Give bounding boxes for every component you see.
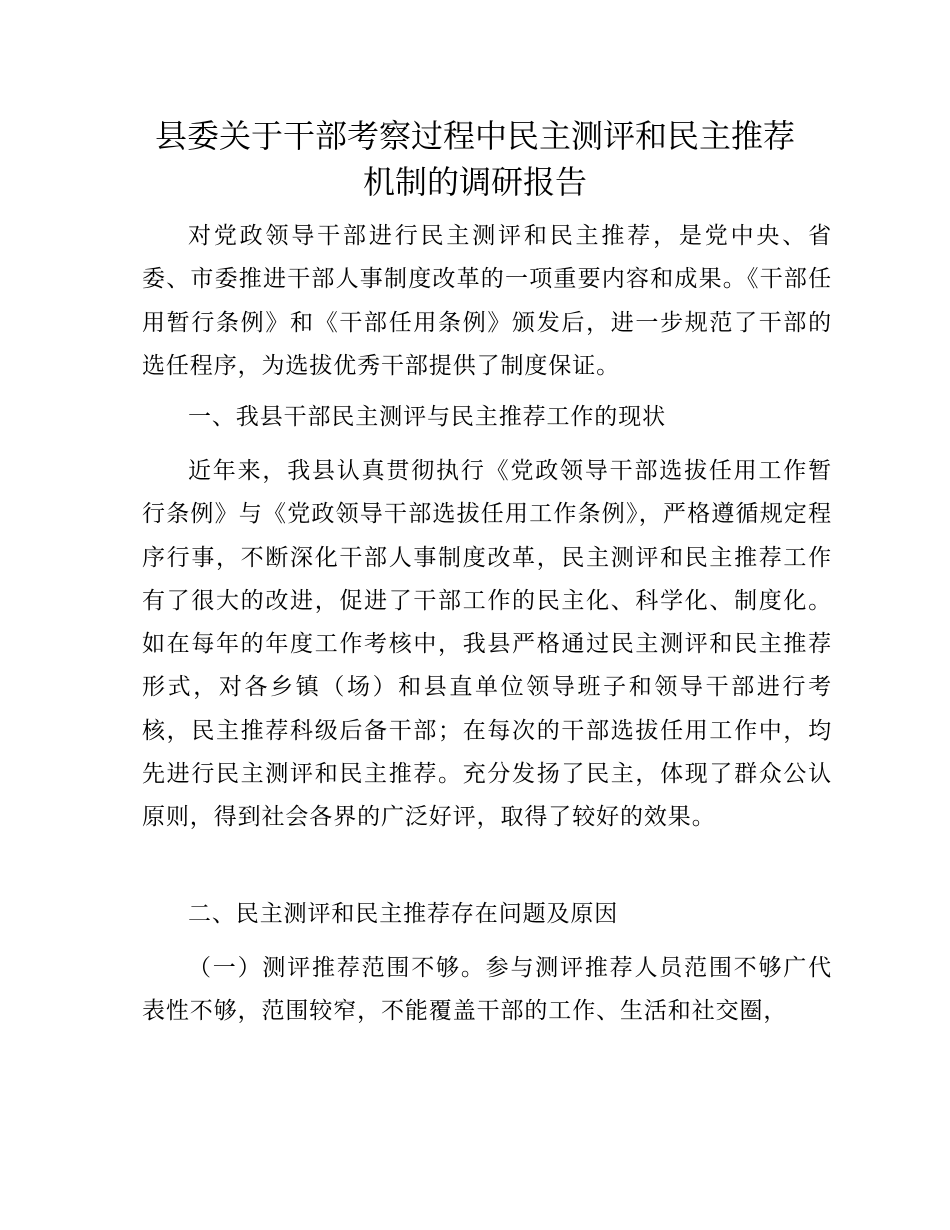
- paragraph-problem-1: （一）测评推荐范围不够。参与测评推荐人员范围不够广代表性不够，范围较窄，不能覆盖干部的工作、生活和社交圈，: [142, 955, 832, 1025]
- section-heading-2: 二、民主测评和民主推荐存在问题及原因: [188, 901, 619, 927]
- paragraph-introduction: 对党政领导干部进行民主测评和民主推荐，是党中央、省委、市委推进干部人事制度改革的一项重要内容和成果。《干部任用暂行条例》和《干部任用条例》颁发后，进一步规范了干部的选任程序，为选拔优秀干部提供了制度保证。: [142, 223, 832, 379]
- document-title-line-2: 机制的调研报告: [362, 163, 587, 201]
- paragraph-current-status: 近年来，我县认真贯彻执行《党政领导干部选拔任用工作暂行条例》与《党政领导干部选拔任用工作条例》，严格遵循规定程序行事，不断深化干部人事制度改革，民主测评和民主推荐工作有了很大的改进，促进了干部工作的民主化、科学化、制度化。如在每年的年度工作考核中，我县严格通过民主测评和民主推荐形式，对各乡镇（场）和县直单位领导班子和领导干部进行考核，民主推荐科级后备干部；在每次的干部选拔任用工作中，均先进行民主测评和民主推荐。充分发扬了民主，体现了群众公认原则，得到社会各界的广泛好评，取得了较好的效果。: [142, 458, 832, 831]
- document-title-line-1: 县委关于干部考察过程中民主测评和民主推荐: [154, 117, 795, 155]
- section-heading-1: 一、我县干部民主测评与民主推荐工作的现状: [188, 404, 666, 430]
